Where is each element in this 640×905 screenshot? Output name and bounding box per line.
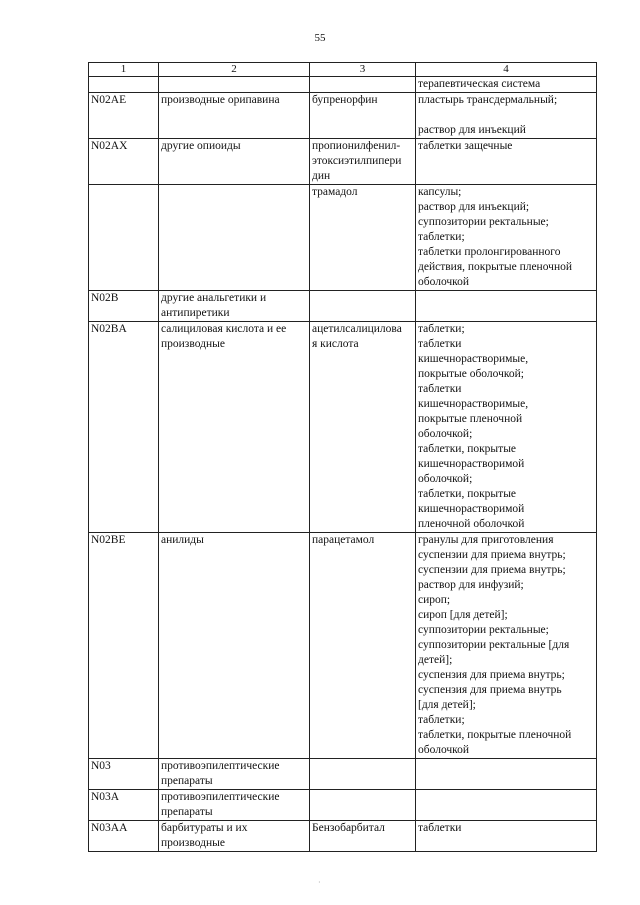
column-header-4: 4	[416, 63, 597, 77]
code-cell	[89, 185, 159, 291]
table-row	[89, 759, 597, 790]
group-cell	[159, 77, 310, 93]
group-cell	[159, 533, 310, 759]
forms-line: сироп;	[418, 594, 451, 606]
drug-classification-table	[88, 62, 597, 852]
drug-line: я кислота	[312, 338, 359, 350]
table-row	[89, 533, 597, 759]
drug-line: ацетилсалицилова	[312, 323, 402, 335]
drug-cell	[310, 93, 416, 139]
forms-cell	[416, 77, 597, 93]
forms-line: таблетки	[418, 383, 462, 395]
group-cell	[159, 790, 310, 821]
forms-line: сироп [для детей];	[418, 609, 508, 621]
drug-cell	[310, 185, 416, 291]
page-number: 55	[314, 32, 326, 44]
group-cell	[159, 185, 310, 291]
group-line: препараты	[161, 806, 213, 818]
group-line: анилиды	[161, 534, 204, 546]
drug-cell	[310, 322, 416, 533]
table-row	[89, 93, 597, 139]
group-line: производные	[161, 837, 225, 849]
forms-cell	[416, 185, 597, 291]
group-line: производные	[161, 338, 225, 350]
table-row	[89, 139, 597, 185]
drug-line: Бензобарбитал	[312, 822, 385, 834]
forms-line: таблетки;	[418, 231, 465, 243]
forms-line: суспензии для приема внутрь;	[418, 564, 566, 576]
forms-line: кишечнорастворимые,	[418, 398, 529, 410]
code-cell	[89, 77, 159, 93]
forms-line: таблетки защечные	[418, 140, 513, 152]
forms-line: таблетки	[418, 822, 462, 834]
forms-line: раствор для инъекций;	[418, 201, 530, 213]
forms-line	[418, 108, 594, 123]
code-cell: N03	[89, 759, 159, 790]
group-line: другие опиоиды	[161, 140, 241, 152]
group-cell	[159, 322, 310, 533]
table-header-row	[89, 63, 597, 77]
forms-line: суппозитории ректальные;	[418, 624, 549, 636]
forms-cell	[416, 93, 597, 139]
group-line: барбитураты и их	[161, 822, 248, 834]
forms-cell	[416, 821, 597, 852]
drug-cell	[310, 790, 416, 821]
code-cell: N02B	[89, 291, 159, 322]
forms-line: суппозитории ректальные [для	[418, 639, 570, 651]
table-row	[89, 322, 597, 533]
forms-line: действия, покрытые пленочной	[418, 261, 573, 273]
code-cell: N02AX	[89, 139, 159, 185]
forms-line: терапевтическая система	[418, 78, 541, 90]
forms-cell	[416, 759, 597, 790]
group-line: противоэпилептические	[161, 791, 280, 803]
group-cell	[159, 139, 310, 185]
table-row	[89, 790, 597, 821]
drug-line: трамадол	[312, 186, 358, 198]
forms-line: покрытые оболочкой;	[418, 368, 524, 380]
drug-cell	[310, 759, 416, 790]
forms-line: суспензии для приема внутрь;	[418, 549, 566, 561]
forms-line: таблетки, покрытые	[418, 488, 517, 500]
forms-line: кишечнорастворимой	[418, 503, 525, 515]
forms-cell	[416, 291, 597, 322]
drug-line: бупренорфин	[312, 94, 378, 106]
table-row	[89, 291, 597, 322]
column-header-3: 3	[310, 63, 416, 77]
forms-line: суппозитории ректальные;	[418, 216, 549, 228]
group-cell	[159, 759, 310, 790]
forms-line: раствор для инъекций	[418, 124, 526, 136]
forms-line: таблетки, покрытые	[418, 443, 517, 455]
forms-cell	[416, 322, 597, 533]
forms-line: гранулы для приготовления	[418, 534, 554, 546]
group-cell	[159, 291, 310, 322]
drug-line: пропионилфенил-	[312, 140, 401, 152]
forms-line: таблетки пролонгированного	[418, 246, 561, 258]
drug-cell	[310, 139, 416, 185]
forms-line: [для детей];	[418, 699, 476, 711]
drug-line: этоксиэтилпипери	[312, 155, 402, 167]
forms-line: пластырь трансдермальный;	[418, 94, 558, 106]
group-line: другие анальгетики и	[161, 292, 267, 304]
forms-line: капсулы;	[418, 186, 462, 198]
group-cell	[159, 93, 310, 139]
forms-line: пленочной оболочкой	[418, 518, 525, 530]
forms-line: таблетки;	[418, 323, 465, 335]
forms-line: кишечнорастворимой	[418, 458, 525, 470]
drug-cell	[310, 821, 416, 852]
column-header-1: 1	[89, 63, 159, 77]
forms-line: суспензия для приема внутрь	[418, 684, 562, 696]
table-body	[89, 77, 597, 852]
forms-cell	[416, 790, 597, 821]
column-header-2: 2	[159, 63, 310, 77]
forms-line: оболочкой;	[418, 428, 473, 440]
drug-cell	[310, 77, 416, 93]
forms-line: оболочкой;	[418, 473, 473, 485]
drug-cell	[310, 533, 416, 759]
forms-line: оболочкой	[418, 744, 470, 756]
drug-line: парацетамол	[312, 534, 375, 546]
table-row	[89, 77, 597, 93]
forms-line: раствор для инфузий;	[418, 579, 524, 591]
group-line: антипиретики	[161, 307, 230, 319]
forms-line: детей];	[418, 654, 453, 666]
forms-line: таблетки;	[418, 714, 465, 726]
code-cell: N03A	[89, 790, 159, 821]
code-cell: N02AE	[89, 93, 159, 139]
forms-line: кишечнорастворимые,	[418, 353, 529, 365]
group-line: препараты	[161, 775, 213, 787]
forms-line: суспензия для приема внутрь;	[418, 669, 565, 681]
forms-line: таблетки, покрытые пленочной	[418, 729, 572, 741]
table-row	[89, 821, 597, 852]
group-cell	[159, 821, 310, 852]
code-cell: N03AA	[89, 821, 159, 852]
forms-line: покрытые пленочной	[418, 413, 523, 425]
group-line: производные орипавина	[161, 94, 280, 106]
group-line: салициловая кислота и ее	[161, 323, 287, 335]
forms-line: таблетки	[418, 338, 462, 350]
group-line: противоэпилептические	[161, 760, 280, 772]
code-cell: N02BE	[89, 533, 159, 759]
code-cell: N02BA	[89, 322, 159, 533]
forms-cell	[416, 533, 597, 759]
drug-cell	[310, 291, 416, 322]
forms-cell	[416, 139, 597, 185]
forms-line: оболочкой	[418, 276, 470, 288]
table-row	[89, 185, 597, 291]
scan-speck: ·	[318, 878, 321, 887]
drug-line: дин	[312, 170, 331, 182]
